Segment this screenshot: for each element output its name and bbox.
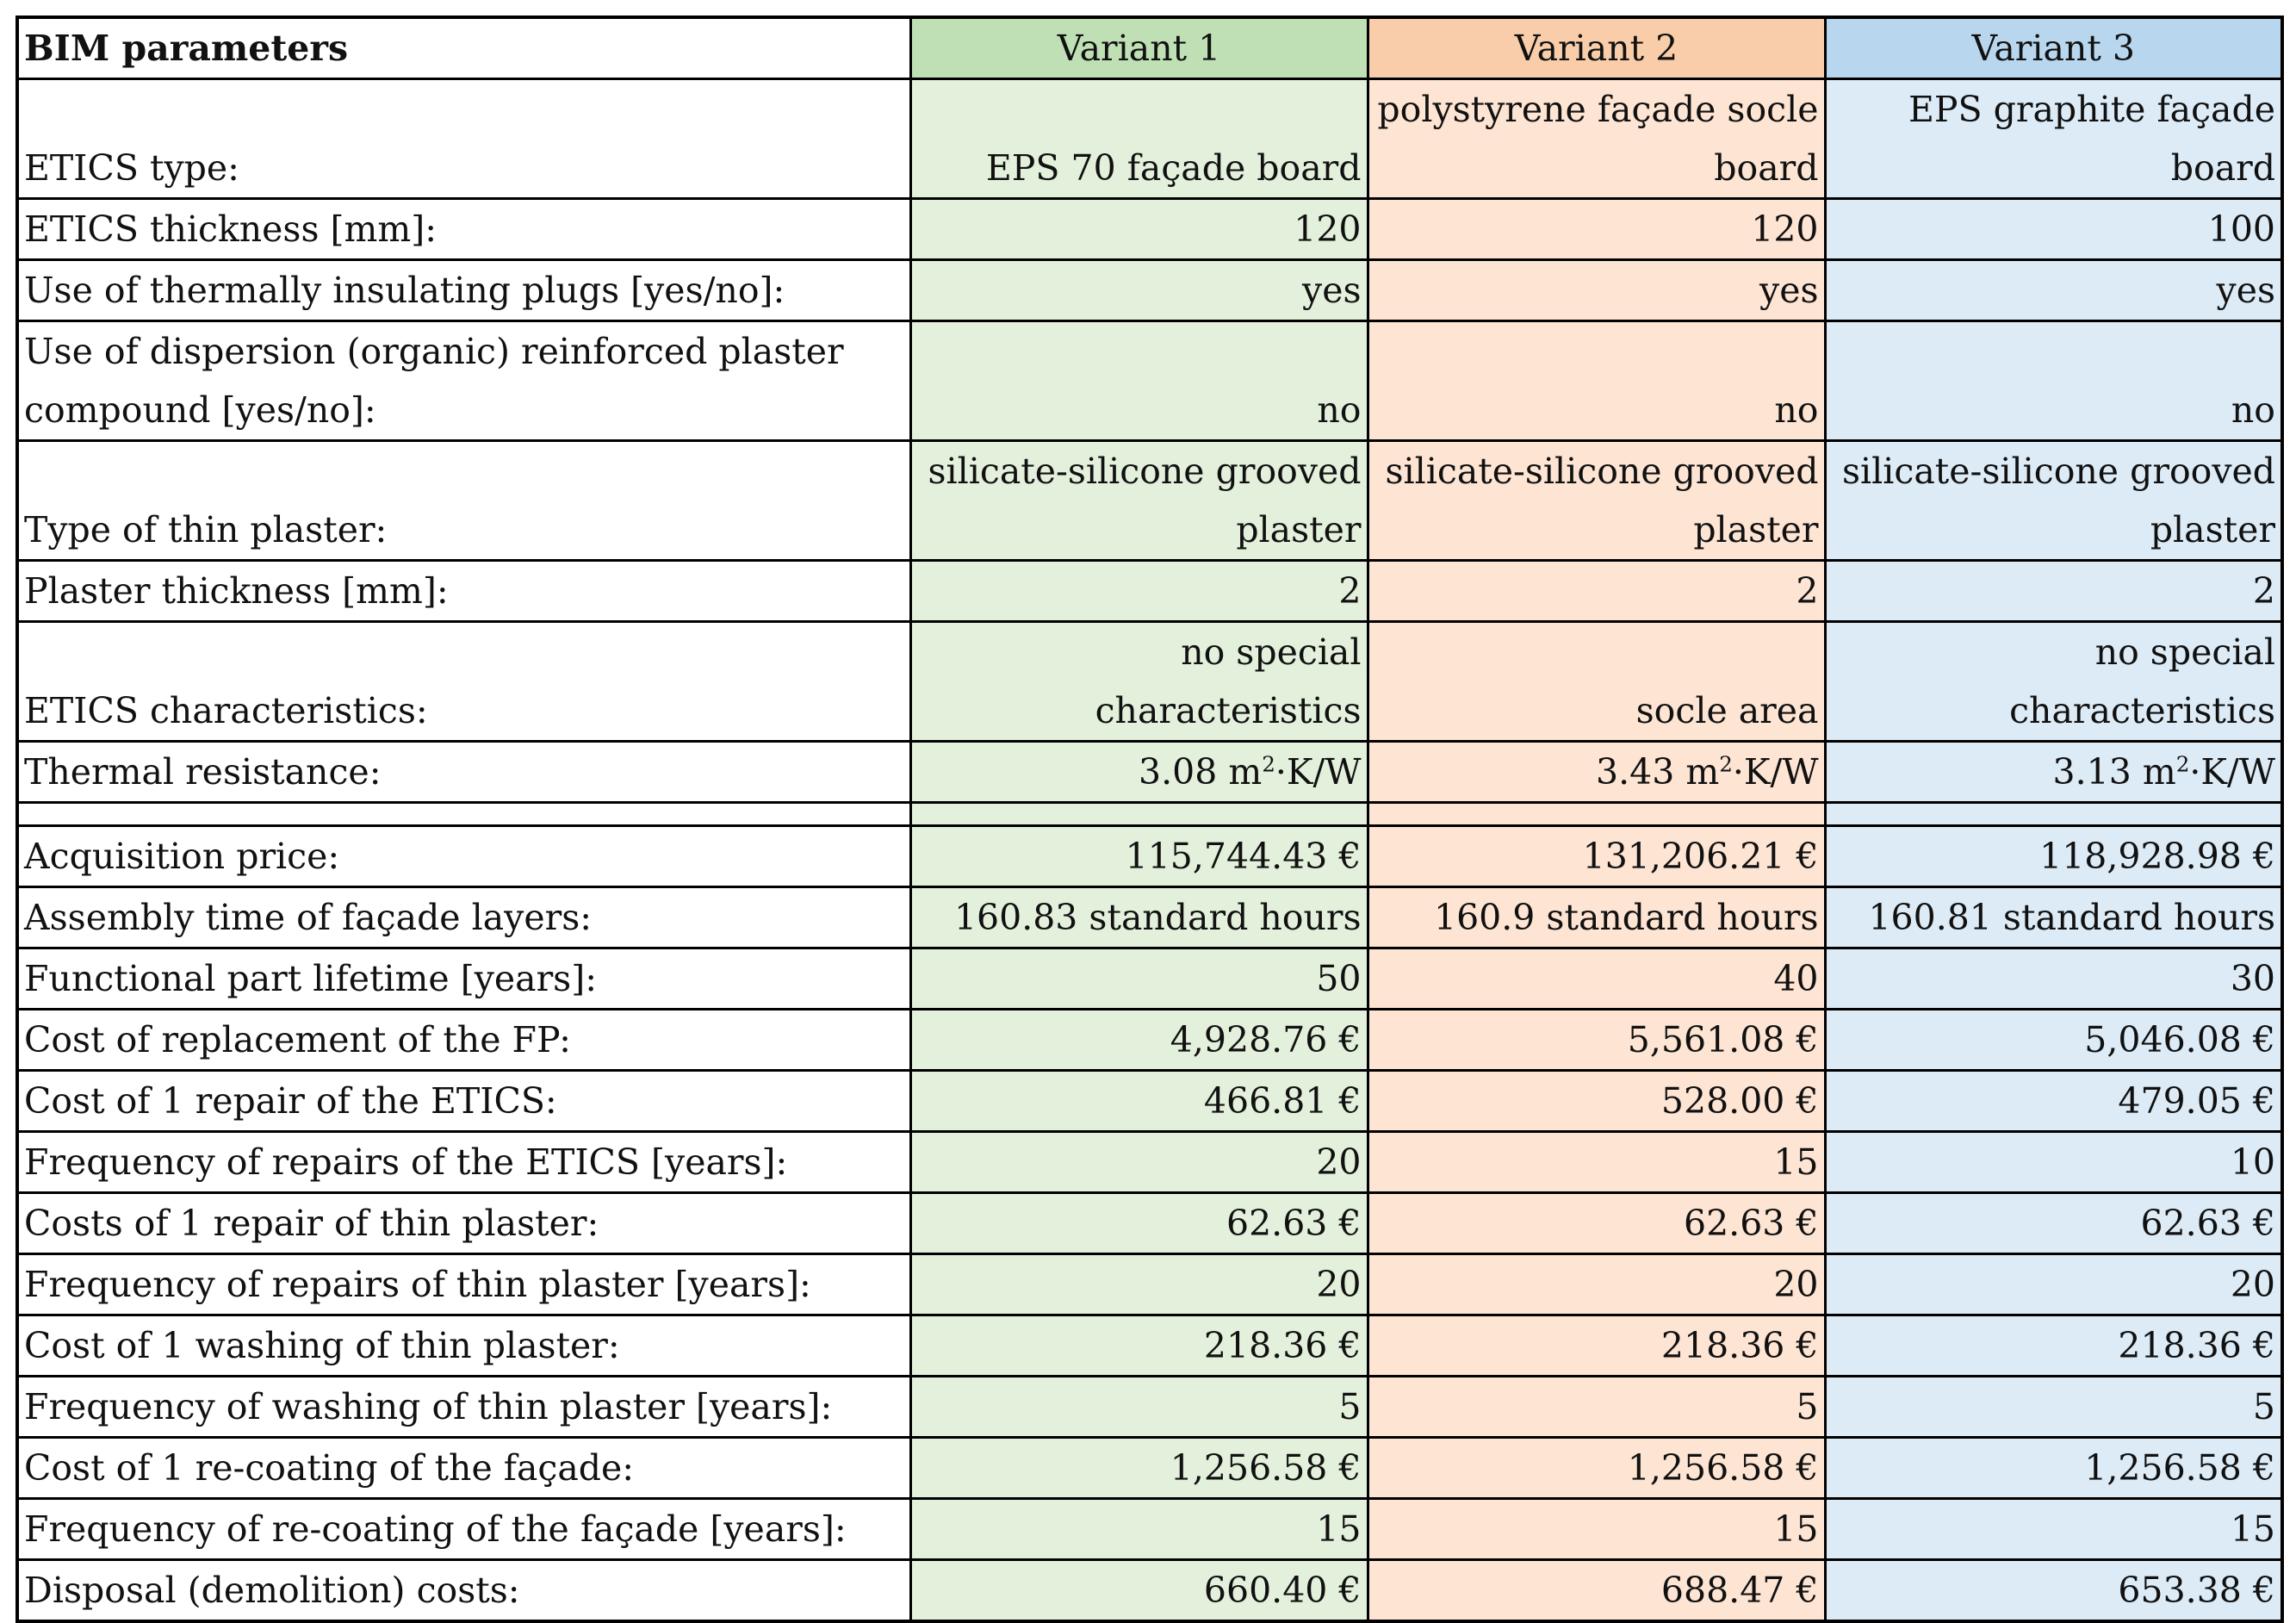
variant-3-value: 100: [1825, 199, 2282, 260]
unit-exponent: 2: [2175, 751, 2190, 777]
variant-1-value: [910, 742, 1368, 803]
row-label: Disposal (demolition) costs:: [17, 1560, 910, 1622]
spacer-cell: [1368, 803, 1825, 826]
table-row: [17, 1132, 2282, 1193]
unit-base: m: [1228, 751, 1263, 793]
variant-1-value: silicate-silicone grooved plaster: [910, 441, 1368, 561]
variant-1-value: 660.40 €: [910, 1560, 1368, 1622]
table-row: [17, 948, 2282, 1010]
variant-3-value: 218.36 €: [1825, 1315, 2282, 1377]
variant-2-value: 62.63 €: [1368, 1193, 1825, 1254]
variant-1-value: 1,256.58 €: [910, 1438, 1368, 1499]
variant-1-value: 115,744.43 €: [910, 826, 1368, 887]
variant-3-value: 160.81 standard hours: [1825, 887, 2282, 948]
row-label: Functional part lifetime [years]:: [17, 948, 910, 1010]
table-row: [17, 1071, 2282, 1132]
variant-3-value: 653.38 €: [1825, 1560, 2282, 1622]
variant-3-value: no: [1825, 321, 2282, 441]
table-row: [17, 1010, 2282, 1071]
row-label: Acquisition price:: [17, 826, 910, 887]
value-number: 3.08: [1138, 751, 1218, 793]
variant-3-value: 5,046.08 €: [1825, 1010, 2282, 1071]
variant-1-value: 62.63 €: [910, 1193, 1368, 1254]
table-row: [17, 742, 2282, 803]
variant-2-value: 5,561.08 €: [1368, 1010, 1825, 1071]
table-row: [17, 1560, 2282, 1622]
table-row: [17, 441, 2282, 561]
variant-2-value: silicate-silicone grooved plaster: [1368, 441, 1825, 561]
variant-1-value: 20: [910, 1254, 1368, 1315]
table-row: [17, 1254, 2282, 1315]
spacer-cell: [17, 803, 910, 826]
row-label: ETICS characteristics:: [17, 622, 910, 742]
header-row: [17, 17, 2282, 79]
row-label: Cost of 1 re-coating of the façade:: [17, 1438, 910, 1499]
variant-2-value: 15: [1368, 1132, 1825, 1193]
variant-2-value: yes: [1368, 260, 1825, 321]
row-label: Type of thin plaster:: [17, 441, 910, 561]
row-label: Use of dispersion (organic) reinforced plaster compound [yes/no]:: [17, 321, 910, 441]
variant-2-value: polystyrene façade socle board: [1368, 79, 1825, 199]
variant-2-value: 15: [1368, 1499, 1825, 1560]
variant-2-value: 40: [1368, 948, 1825, 1010]
unit-base: m: [2142, 751, 2176, 793]
row-label: Frequency of repairs of the ETICS [years]:: [17, 1132, 910, 1193]
spacer-row: [17, 803, 2282, 826]
table-row: [17, 887, 2282, 948]
row-label: Assembly time of façade layers:: [17, 887, 910, 948]
bim-parameters-table: [16, 16, 2284, 1623]
variant-2-value: 218.36 €: [1368, 1315, 1825, 1377]
variant-2-value: 5: [1368, 1377, 1825, 1438]
table-row: [17, 199, 2282, 260]
header-variant-3: Variant 3: [1825, 17, 2282, 79]
row-label: Frequency of repairs of thin plaster [years]:: [17, 1254, 910, 1315]
variant-2-value: 20: [1368, 1254, 1825, 1315]
variant-3-value: yes: [1825, 260, 2282, 321]
row-label: Frequency of washing of thin plaster [years]:: [17, 1377, 910, 1438]
variant-2-value: [1368, 742, 1825, 803]
spacer-cell: [910, 803, 1368, 826]
variant-3-value: 479.05 €: [1825, 1071, 2282, 1132]
variant-1-value: yes: [910, 260, 1368, 321]
spacer-cell: [1825, 803, 2282, 826]
variant-3-value: [1825, 742, 2282, 803]
table-row: [17, 826, 2282, 887]
variant-2-value: 528.00 €: [1368, 1071, 1825, 1132]
row-label: Thermal resistance:: [17, 742, 910, 803]
variant-3-value: EPS graphite façade board: [1825, 79, 2282, 199]
variant-1-value: 50: [910, 948, 1368, 1010]
unit-exponent: 2: [1719, 751, 1733, 777]
table-row: [17, 622, 2282, 742]
variant-1-value: 5: [910, 1377, 1368, 1438]
variant-1-value: 160.83 standard hours: [910, 887, 1368, 948]
variant-3-value: 1,256.58 €: [1825, 1438, 2282, 1499]
header-label: BIM parameters: [17, 17, 910, 79]
variant-1-value: 20: [910, 1132, 1368, 1193]
variant-1-value: 2: [910, 561, 1368, 622]
variant-1-value: 15: [910, 1499, 1368, 1560]
variant-2-value: 1,256.58 €: [1368, 1438, 1825, 1499]
header-variant-1: Variant 1: [910, 17, 1368, 79]
variant-3-value: 5: [1825, 1377, 2282, 1438]
row-label: Cost of 1 repair of the ETICS:: [17, 1071, 910, 1132]
row-label: Cost of replacement of the FP:: [17, 1010, 910, 1071]
variant-1-value: 120: [910, 199, 1368, 260]
table-row: [17, 1377, 2282, 1438]
unit-exponent: 2: [1262, 751, 1275, 777]
table-row: [17, 1499, 2282, 1560]
variant-1-value: EPS 70 façade board: [910, 79, 1368, 199]
row-label: Use of thermally insulating plugs [yes/no]:: [17, 260, 910, 321]
variant-2-value: no: [1368, 321, 1825, 441]
variant-3-value: no special characteristics: [1825, 622, 2282, 742]
variant-1-value: 218.36 €: [910, 1315, 1368, 1377]
table-row: [17, 561, 2282, 622]
value-number: 3.43: [1595, 751, 1675, 793]
variant-3-value: 15: [1825, 1499, 2282, 1560]
unit-rest: ·K/W: [1732, 751, 1819, 793]
table-row: [17, 260, 2282, 321]
value-number: 3.13: [2052, 751, 2132, 793]
variant-2-value: 160.9 standard hours: [1368, 887, 1825, 948]
variant-3-value: 2: [1825, 561, 2282, 622]
variant-3-value: silicate-silicone grooved plaster: [1825, 441, 2282, 561]
variant-1-value: 466.81 €: [910, 1071, 1368, 1132]
row-label: Frequency of re-coating of the façade [years]:: [17, 1499, 910, 1560]
variant-2-value: 2: [1368, 561, 1825, 622]
variant-1-value: no special characteristics: [910, 622, 1368, 742]
row-label: ETICS type:: [17, 79, 910, 199]
variant-3-value: 118,928.98 €: [1825, 826, 2282, 887]
row-label: Plaster thickness [mm]:: [17, 561, 910, 622]
header-variant-2: Variant 2: [1368, 17, 1825, 79]
table-row: [17, 321, 2282, 441]
table-row: [17, 1193, 2282, 1254]
variant-1-value: no: [910, 321, 1368, 441]
unit-rest: ·K/W: [2189, 751, 2275, 793]
row-label: Costs of 1 repair of thin plaster:: [17, 1193, 910, 1254]
variant-2-value: 131,206.21 €: [1368, 826, 1825, 887]
table-row: [17, 79, 2282, 199]
row-label: ETICS thickness [mm]:: [17, 199, 910, 260]
variant-3-value: 30: [1825, 948, 2282, 1010]
variant-3-value: 20: [1825, 1254, 2282, 1315]
row-label: Cost of 1 washing of thin plaster:: [17, 1315, 910, 1377]
table-body: [17, 17, 2282, 1621]
variant-1-value: 4,928.76 €: [910, 1010, 1368, 1071]
unit-rest: ·K/W: [1275, 751, 1362, 793]
table-row: [17, 1438, 2282, 1499]
variant-2-value: socle area: [1368, 622, 1825, 742]
table-row: [17, 1315, 2282, 1377]
variant-2-value: 688.47 €: [1368, 1560, 1825, 1622]
unit-base: m: [1685, 751, 1720, 793]
variant-3-value: 62.63 €: [1825, 1193, 2282, 1254]
variant-3-value: 10: [1825, 1132, 2282, 1193]
variant-2-value: 120: [1368, 199, 1825, 260]
